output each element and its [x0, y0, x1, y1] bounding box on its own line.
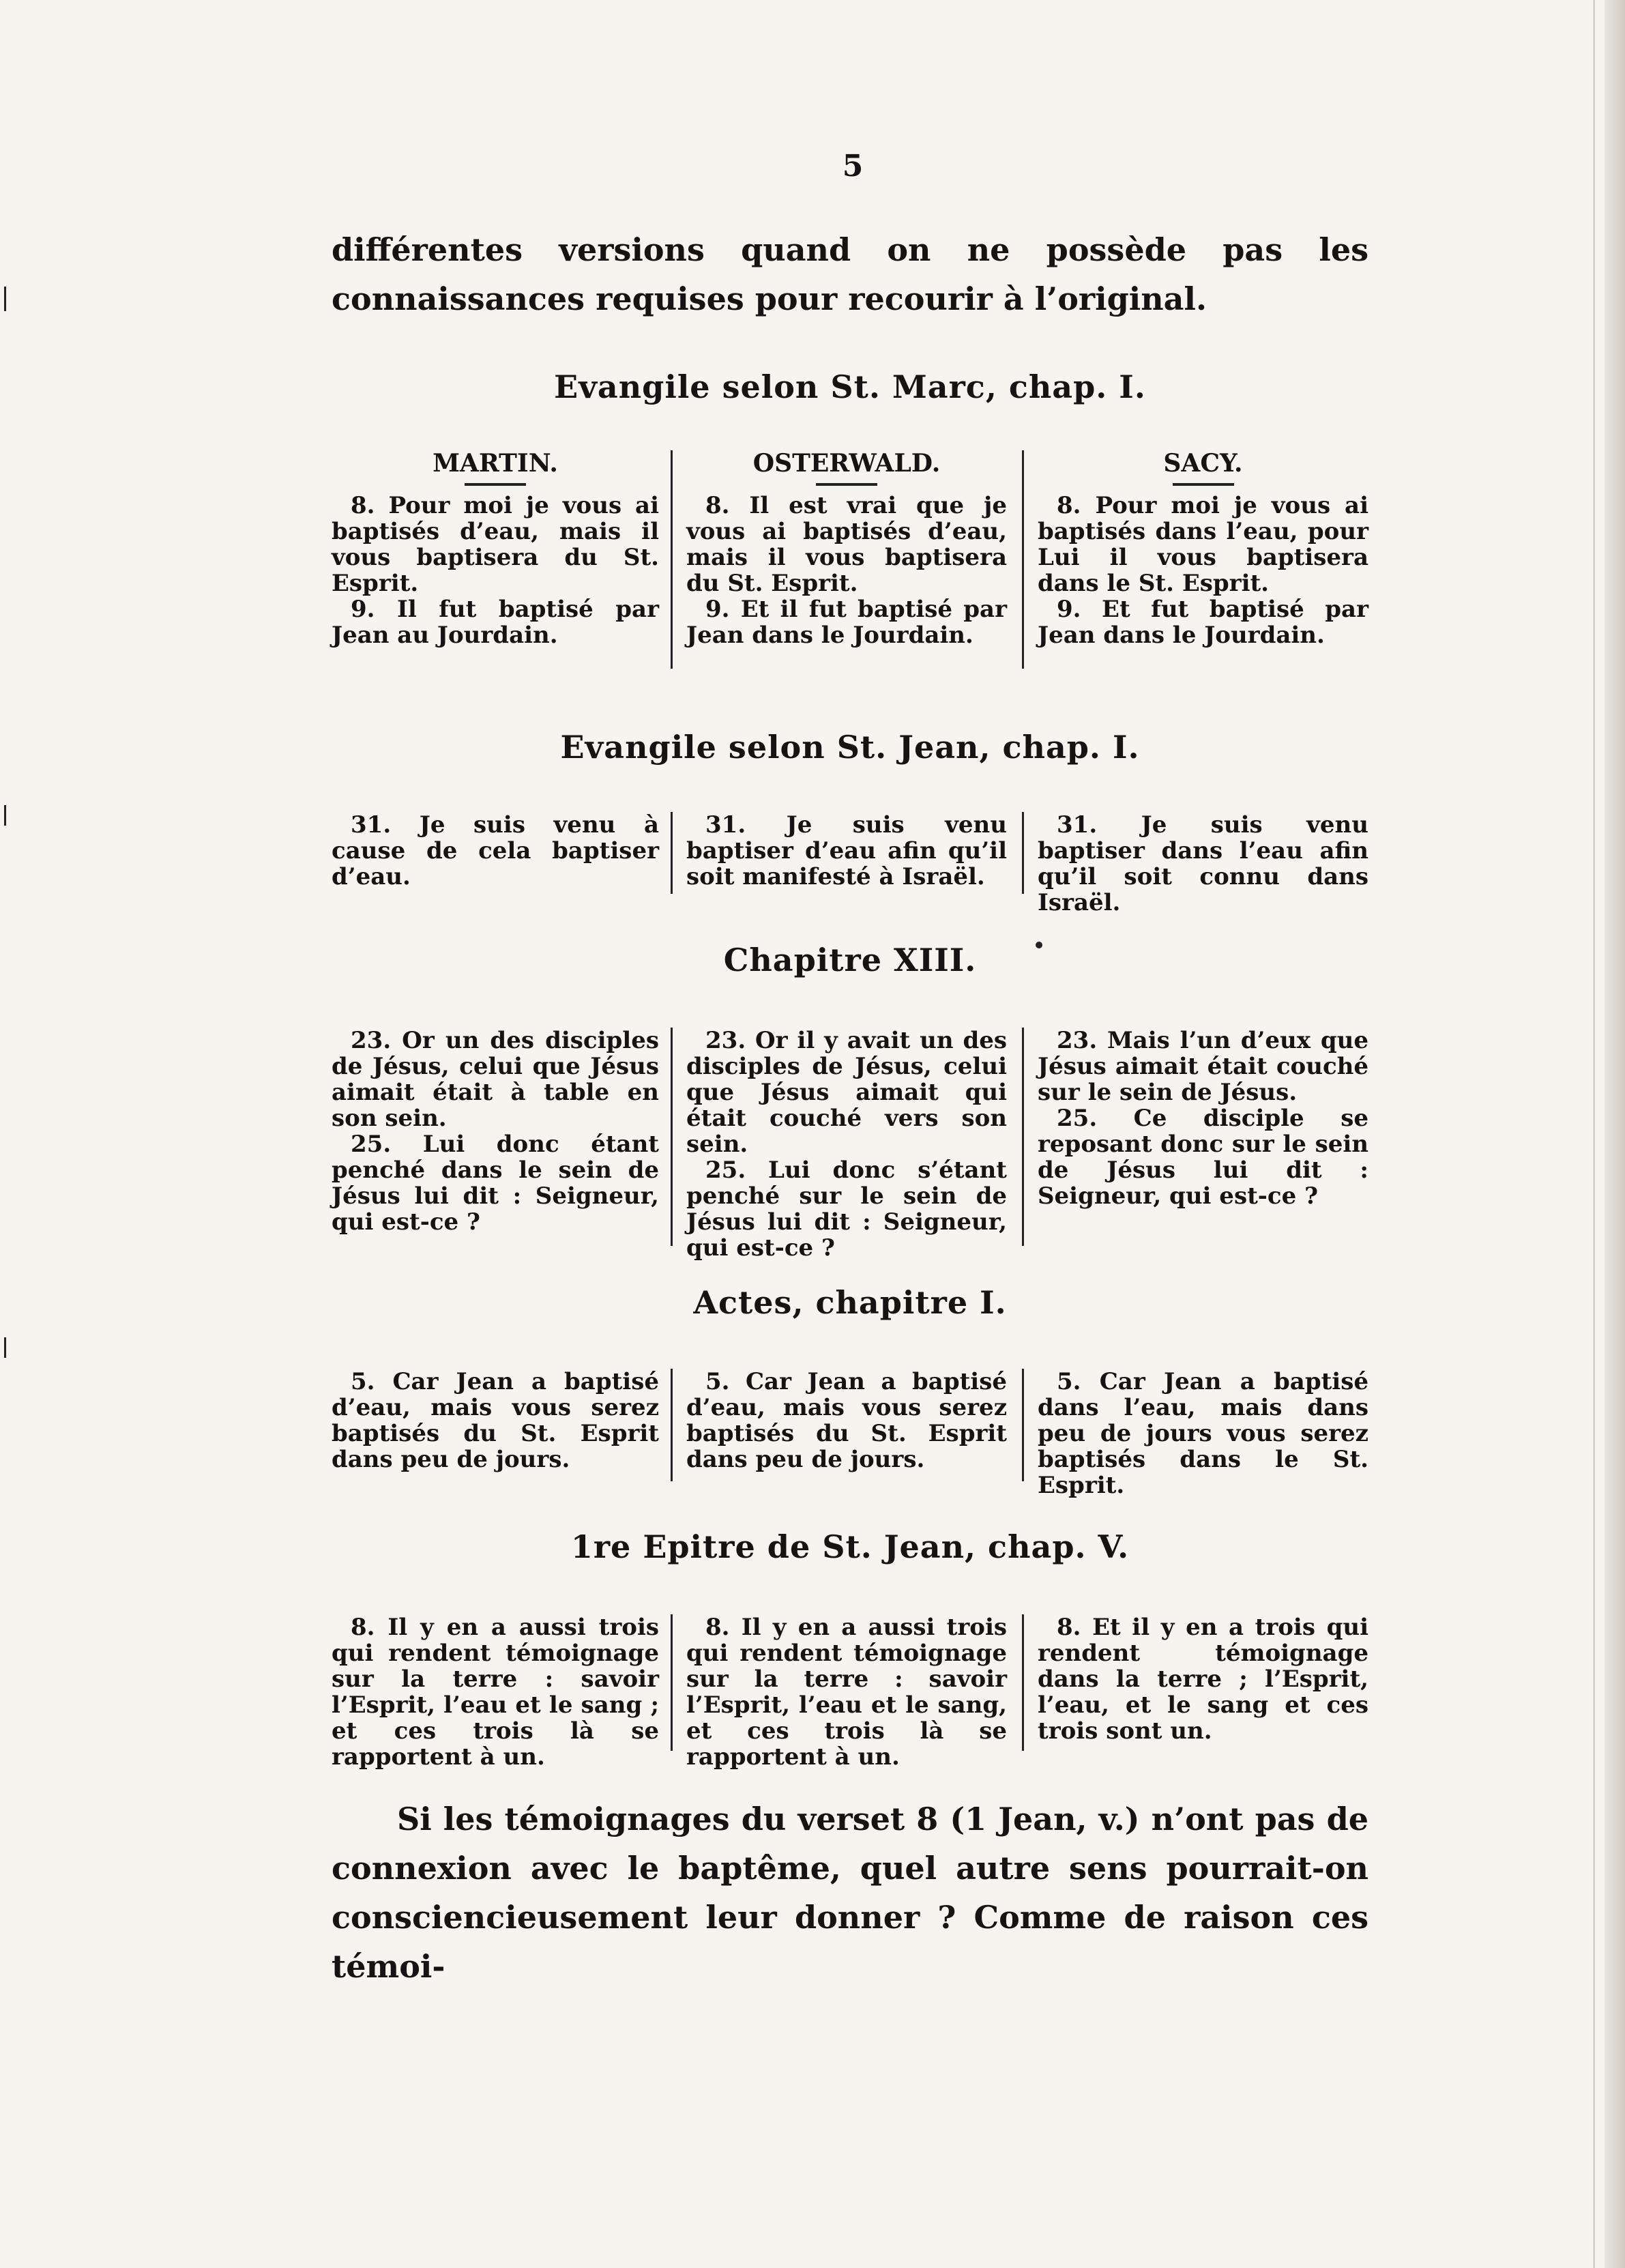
header-underline — [816, 483, 877, 486]
verse: 8. Et il y en a trois qui rendent témoignage dans la terre ; l’Esprit, l’eau, et le sang et ces trois sont un. — [1038, 1614, 1368, 1745]
section-heading-epitre: 1re Epitre de St. Jean, chap. V. — [570, 1528, 1130, 1565]
margin-tick — [4, 1337, 6, 1358]
column-osterwald — [686, 1614, 1007, 1770]
column-rule — [1022, 812, 1024, 894]
page-edge-line — [1593, 0, 1595, 2268]
verse: 23. Or il y avait un des disciples de Jésus, celui que Jésus aimait qui était couché vers son sein. — [686, 1027, 1007, 1158]
section-heading-jean: Evangile selon St. Jean, chap. I. — [560, 729, 1140, 766]
verse: 5. Car Jean a baptisé d’eau, mais vous serez baptisés du St. Esprit dans peu de jours. — [332, 1368, 659, 1473]
column-osterwald — [686, 1369, 1007, 1472]
column-sacy — [1038, 1028, 1368, 1209]
page-edge — [1605, 0, 1625, 2268]
column-sacy — [1038, 1369, 1368, 1498]
column-martin — [332, 1369, 659, 1472]
section-heading-chapitre-xiii: Chapitre XIII. — [723, 942, 977, 978]
verse: 8. Pour moi je vous ai baptisés dans l’eau, pour Lui il vous baptisera dans le St. Esprit. — [1038, 492, 1368, 597]
verse: 25. Lui donc étant penché dans le sein de Jésus lui dit : Seigneur, qui est-ce ? — [332, 1131, 659, 1236]
column-rule — [1022, 450, 1024, 669]
column-martin — [332, 1028, 659, 1235]
column-osterwald — [686, 450, 1007, 648]
column-sacy — [1038, 450, 1368, 648]
column-sacy — [1038, 812, 1368, 916]
column-rule — [1022, 1369, 1024, 1481]
page-number: 5 — [842, 149, 864, 184]
column-header: MARTIN. — [433, 449, 558, 478]
verse: 8. Il y en a aussi trois qui rendent témoignage sur la terre : savoir l’Esprit, l’eau et le sang ; et ces trois là se rapportent à un. — [332, 1614, 659, 1771]
verse: 9. Il fut baptisé par Jean au Jourdain. — [332, 596, 659, 649]
closing-text: Si les témoignages du verset 8 (1 Jean, v.) n’ont pas de connexion avec le baptême, quel autre sens pourrait-on consciencieusement leur donner ? Comme de raison ces témoi- — [332, 1801, 1368, 1985]
header-underline — [465, 483, 526, 486]
column-martin — [332, 450, 659, 648]
stray-dot — [1036, 942, 1042, 948]
column-rule — [671, 1369, 673, 1481]
verse: 25. Lui donc s’étant penché sur le sein de Jésus lui dit : Seigneur, qui est-ce ? — [686, 1157, 1007, 1262]
column-osterwald — [686, 812, 1007, 890]
column-martin — [332, 812, 659, 890]
column-osterwald — [686, 1028, 1007, 1261]
verse: 31. Je suis venu baptiser d’eau afin qu’il soit manifesté à Israël. — [686, 811, 1007, 890]
section-heading-actes: Actes, chapitre I. — [693, 1284, 1007, 1321]
verse: 8. Il est vrai que je vous ai baptisés d’eau, mais il vous baptisera du St. Esprit. — [686, 492, 1007, 597]
column-rule — [671, 1614, 673, 1751]
verse: 31. Je suis venu à cause de cela baptiser d’eau. — [332, 811, 659, 890]
column-rule — [671, 812, 673, 894]
verse: 5. Car Jean a baptisé dans l’eau, mais dans peu de jours vous serez baptisés dans le St. Esprit. — [1038, 1368, 1368, 1499]
column-rule — [1022, 1028, 1024, 1246]
verse: 9. Et fut baptisé par Jean dans le Jourdain. — [1038, 596, 1368, 649]
margin-tick — [4, 805, 6, 826]
column-header: OSTERWALD. — [752, 449, 941, 478]
column-header: SACY. — [1163, 449, 1243, 478]
verse: 31. Je suis venu baptiser dans l’eau afin qu’il soit connu dans Israël. — [1038, 811, 1368, 916]
header-underline — [1173, 483, 1234, 486]
verse: 8. Pour moi je vous ai baptisés d’eau, mais il vous baptisera du St. Esprit. — [332, 492, 659, 597]
column-rule — [671, 450, 673, 669]
verse: 25. Ce disciple se reposant donc sur le sein de Jésus lui dit : Seigneur, qui est-ce ? — [1038, 1105, 1368, 1210]
verse: 9. Et il fut baptisé par Jean dans le Jourdain. — [686, 596, 1007, 649]
column-rule — [1022, 1614, 1024, 1751]
column-martin — [332, 1614, 659, 1770]
section-heading-marc: Evangile selon St. Marc, chap. I. — [554, 368, 1146, 405]
verse: 23. Mais l’un d’eux que Jésus aimait était couché sur le sein de Jésus. — [1038, 1027, 1368, 1106]
verse: 23. Or un des disciples de Jésus, celui que Jésus aimait était à table en son sein. — [332, 1027, 659, 1132]
intro-paragraph: différentes versions quand on ne possède pas les connaissances requises pour recourir à l’original. — [332, 231, 1368, 317]
verse: 8. Il y en a aussi trois qui rendent témoignage sur la terre : savoir l’Esprit, l’eau et le sang, et ces trois là se rapportent à un. — [686, 1614, 1007, 1771]
column-sacy — [1038, 1614, 1368, 1744]
closing-paragraph — [332, 1794, 1368, 1991]
verse: 5. Car Jean a baptisé d’eau, mais vous serez baptisés du St. Esprit dans peu de jours. — [686, 1368, 1007, 1473]
margin-tick — [4, 287, 6, 311]
column-rule — [671, 1028, 673, 1246]
